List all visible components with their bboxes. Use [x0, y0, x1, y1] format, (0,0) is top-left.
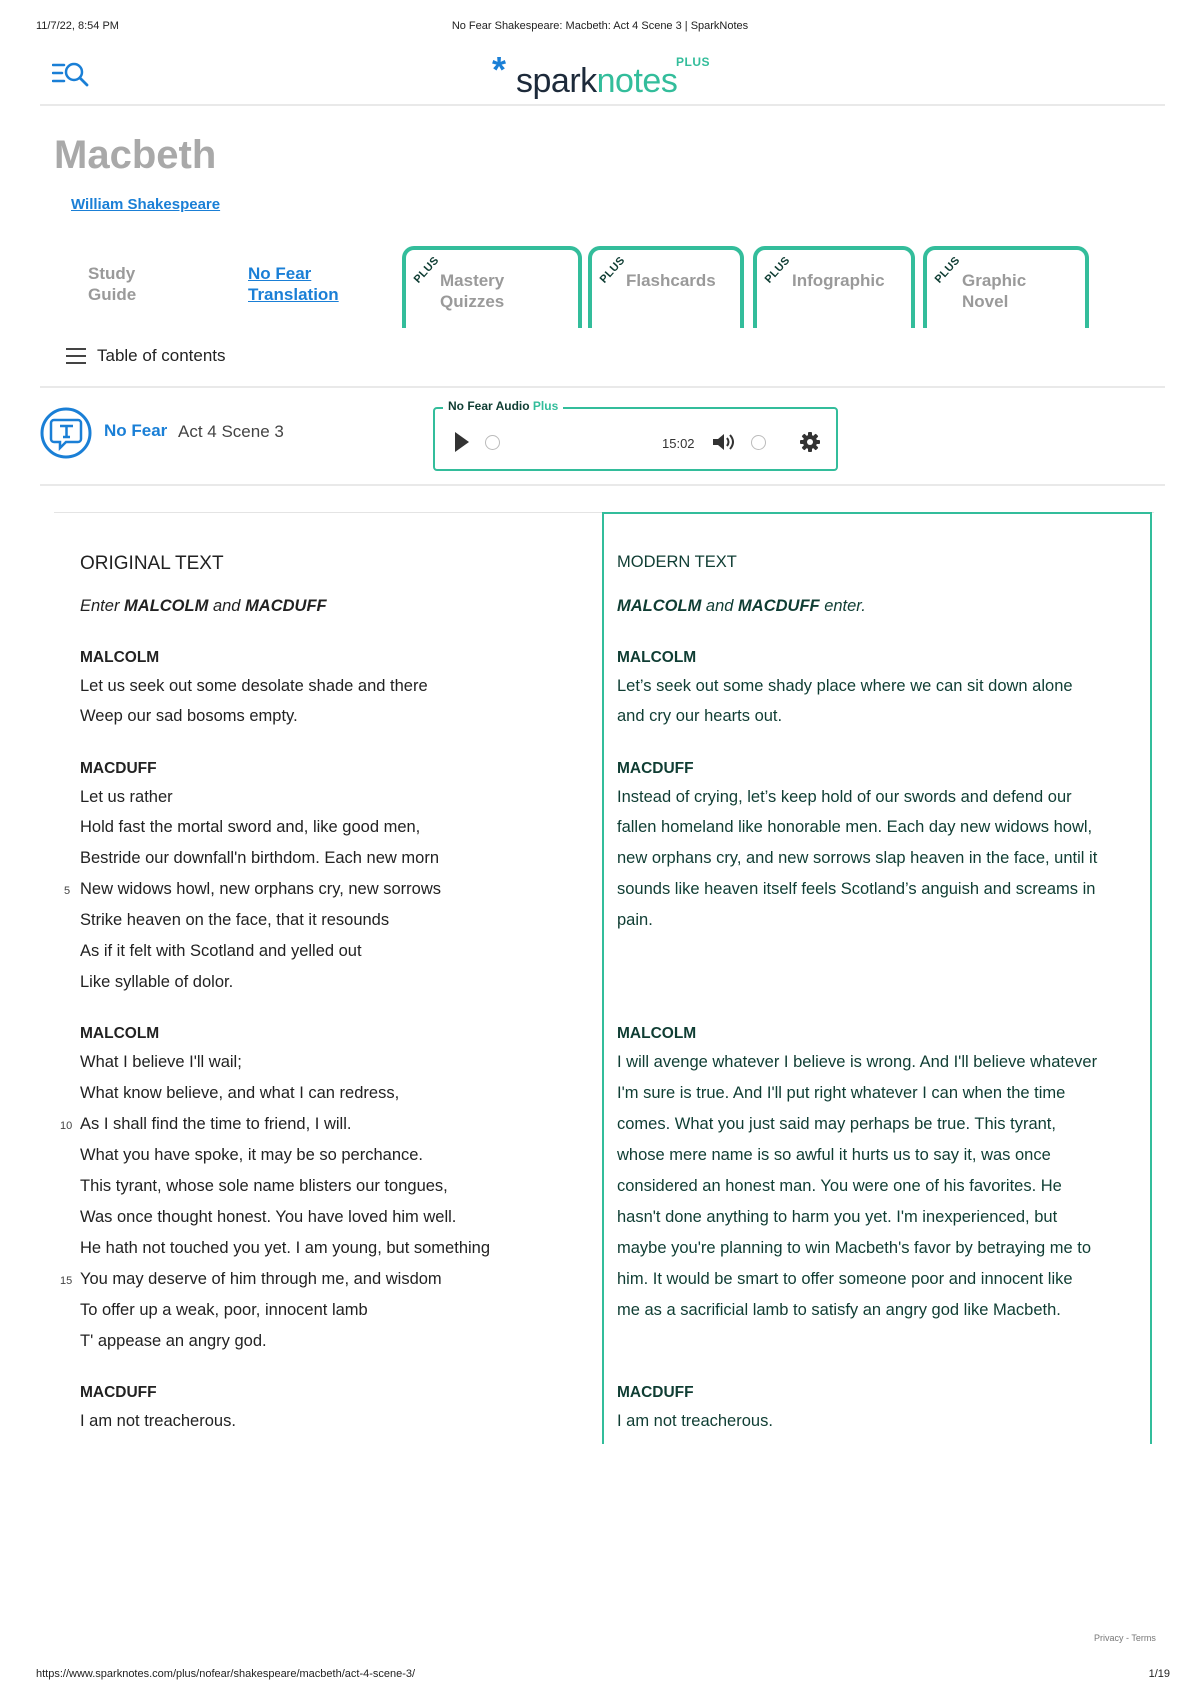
modern-line: maybe you're planning to win Macbeth's favor by betraying me to [617, 1239, 1092, 1257]
scene-divider [40, 484, 1165, 486]
modern-line: whose mere name is so awful it hurts us to say it, was once [617, 1146, 1051, 1164]
modern-line: considered an honest man. You were one of his favorites. He [617, 1177, 1062, 1195]
modern-line: new orphans cry, and new sorrows slap heaven in the face, until it [617, 849, 1098, 867]
logo-wordmark: sparknotes [516, 62, 678, 100]
volume-icon[interactable] [711, 431, 735, 453]
speaker-name: MACDUFF [617, 760, 694, 777]
play-icon[interactable] [455, 432, 469, 452]
print-page-title: No Fear Shakespeare: Macbeth: Act 4 Scene 3 | SparkNotes [451, 20, 749, 32]
terms-link[interactable]: Terms [1131, 1633, 1156, 1643]
original-line: This tyrant, whose sole name blisters our tongues, [80, 1177, 448, 1195]
original-line: Like syllable of dolor. [80, 973, 234, 991]
toc-divider [40, 386, 1165, 388]
toc-label: Table of contents [97, 346, 226, 365]
original-line: As if it felt with Scotland and yelled out [80, 942, 362, 960]
logo-star-icon: * [492, 49, 507, 90]
menu-search-icon [52, 58, 92, 92]
original-line: Let us rather [80, 788, 173, 806]
print-datetime: 11/7/22, 8:54 PM [36, 20, 119, 32]
logo-plus: PLUS [676, 55, 711, 69]
settings-gear-icon[interactable] [799, 431, 821, 453]
audio-player [433, 399, 838, 471]
privacy-link[interactable]: Privacy [1094, 1633, 1124, 1643]
print-url: https://www.sparknotes.com/plus/nofear/shakespeare/macbeth/act-4-scene-3/ [36, 1668, 416, 1680]
original-line: What I believe I'll wail; [80, 1053, 242, 1071]
modern-line: pain. [617, 911, 653, 929]
original-line: To offer up a weak, poor, innocent lamb [80, 1301, 368, 1319]
speaker-name: MALCOLM [80, 649, 160, 666]
hamburger-icon [66, 348, 86, 364]
tab-infographic[interactable]: PLUS Infographic [753, 246, 915, 328]
modern-line: hasn't done anything to harm you yet. I'm inexperienced, but [617, 1208, 1058, 1226]
original-line: He hath not touched you yet. I am young, but something [80, 1239, 491, 1257]
speaker-name: MALCOLM [617, 1025, 697, 1042]
tab-no-fear-translation[interactable]: No Fear Translation [248, 264, 339, 304]
print-page-number: 1/19 [1148, 1668, 1170, 1680]
original-line: What know believe, and what I can redress, [80, 1084, 400, 1102]
speaker-name: MACDUFF [80, 1384, 157, 1401]
tab-study-guide[interactable]: Study Guide [88, 264, 137, 304]
header-divider [40, 104, 1165, 106]
modern-line: sounds like heaven itself feels Scotland’s anguish and screams in [617, 880, 1096, 898]
original-line: Was once thought honest. You have loved him well. [80, 1208, 457, 1226]
modern-line: I'm sure is true. And I'll put right whatever I can when the time [617, 1084, 1066, 1102]
privacy-terms: Privacy - Terms [1094, 1633, 1156, 1643]
progress-handle[interactable] [485, 435, 500, 450]
line-number: 10 [60, 1120, 73, 1132]
speaker-name: MALCOLM [80, 1025, 160, 1042]
original-line: Hold fast the mortal sword and, like good men, [80, 818, 421, 836]
menu-search-button[interactable] [52, 58, 92, 92]
original-line: Strike heaven on the face, that it resounds [80, 911, 390, 929]
original-line: Weep our sad bosoms empty. [80, 707, 298, 725]
modern-line: fallen homeland like honorable men. Each day new widows howl, [617, 818, 1093, 836]
original-line: You may deserve of him through me, and wisdom [80, 1270, 442, 1288]
stage-direction-original: Enter MALCOLM and MACDUFF [80, 597, 327, 615]
no-fear-translation-icon [40, 407, 92, 459]
tab-graphic-novel[interactable]: PLUS Graphic Novel [923, 246, 1089, 328]
modern-text-heading: MODERN TEXT [617, 553, 737, 571]
plus-badge: PLUS [411, 254, 442, 286]
original-line: What you have spoke, it may be so perchance. [80, 1146, 424, 1164]
modern-line: Instead of crying, let’s keep hold of our swords and defend our [617, 788, 1072, 806]
original-line: As I shall find the time to friend, I will. [80, 1115, 352, 1133]
modern-line: and cry our hearts out. [617, 707, 783, 725]
speaker-name: MACDUFF [617, 1384, 694, 1401]
original-line: Bestride our downfall'n birthdom. Each new morn [80, 849, 439, 867]
plus-badge: PLUS [762, 254, 793, 286]
page-title: Macbeth [54, 133, 217, 177]
speaker-name: MALCOLM [617, 649, 697, 666]
modern-line: I am not treacherous. [617, 1412, 773, 1430]
volume-handle[interactable] [751, 435, 766, 450]
line-number: 15 [60, 1275, 73, 1287]
line-number: 5 [64, 885, 71, 897]
original-line: New widows howl, new orphans cry, new sorrows [80, 880, 441, 898]
speaker-name: MACDUFF [80, 760, 157, 777]
modern-line: Let’s seek out some shady place where we can sit down alone [617, 677, 1073, 695]
original-line: T' appease an angry god. [80, 1332, 267, 1350]
tab-flashcards[interactable]: PLUS Flashcards [588, 246, 744, 328]
audio-time: 15:02 [662, 436, 695, 451]
audio-title: No Fear Audio Plus [443, 399, 563, 413]
original-line: I am not treacherous. [80, 1412, 236, 1430]
stage-direction-modern: MALCOLM and MACDUFF enter. [617, 597, 866, 615]
original-line: Let us seek out some desolate shade and there [80, 677, 428, 695]
tab-mastery-quizzes[interactable]: PLUS Mastery Quizzes [402, 246, 582, 328]
modern-line: comes. What you just said may perhaps be true. This tyrant, [617, 1115, 1056, 1133]
author-link[interactable]: William Shakespeare [71, 196, 221, 213]
modern-line: I will avenge whatever I believe is wrong. And I'll believe whatever [617, 1053, 1098, 1071]
scene-label: Act 4 Scene 3 [178, 422, 284, 441]
sparknotes-plus-logo[interactable] [492, 50, 732, 102]
no-fear-label: No Fear [104, 421, 168, 440]
plus-badge: PLUS [932, 254, 963, 286]
modern-line: me as a sacrificial lamb to satisfy an angry god like Macbeth. [617, 1301, 1061, 1319]
original-text-heading: ORIGINAL TEXT [80, 553, 224, 574]
plus-badge: PLUS [597, 254, 628, 286]
modern-line: him. It would be smart to offer someone poor and innocent like [617, 1270, 1073, 1288]
